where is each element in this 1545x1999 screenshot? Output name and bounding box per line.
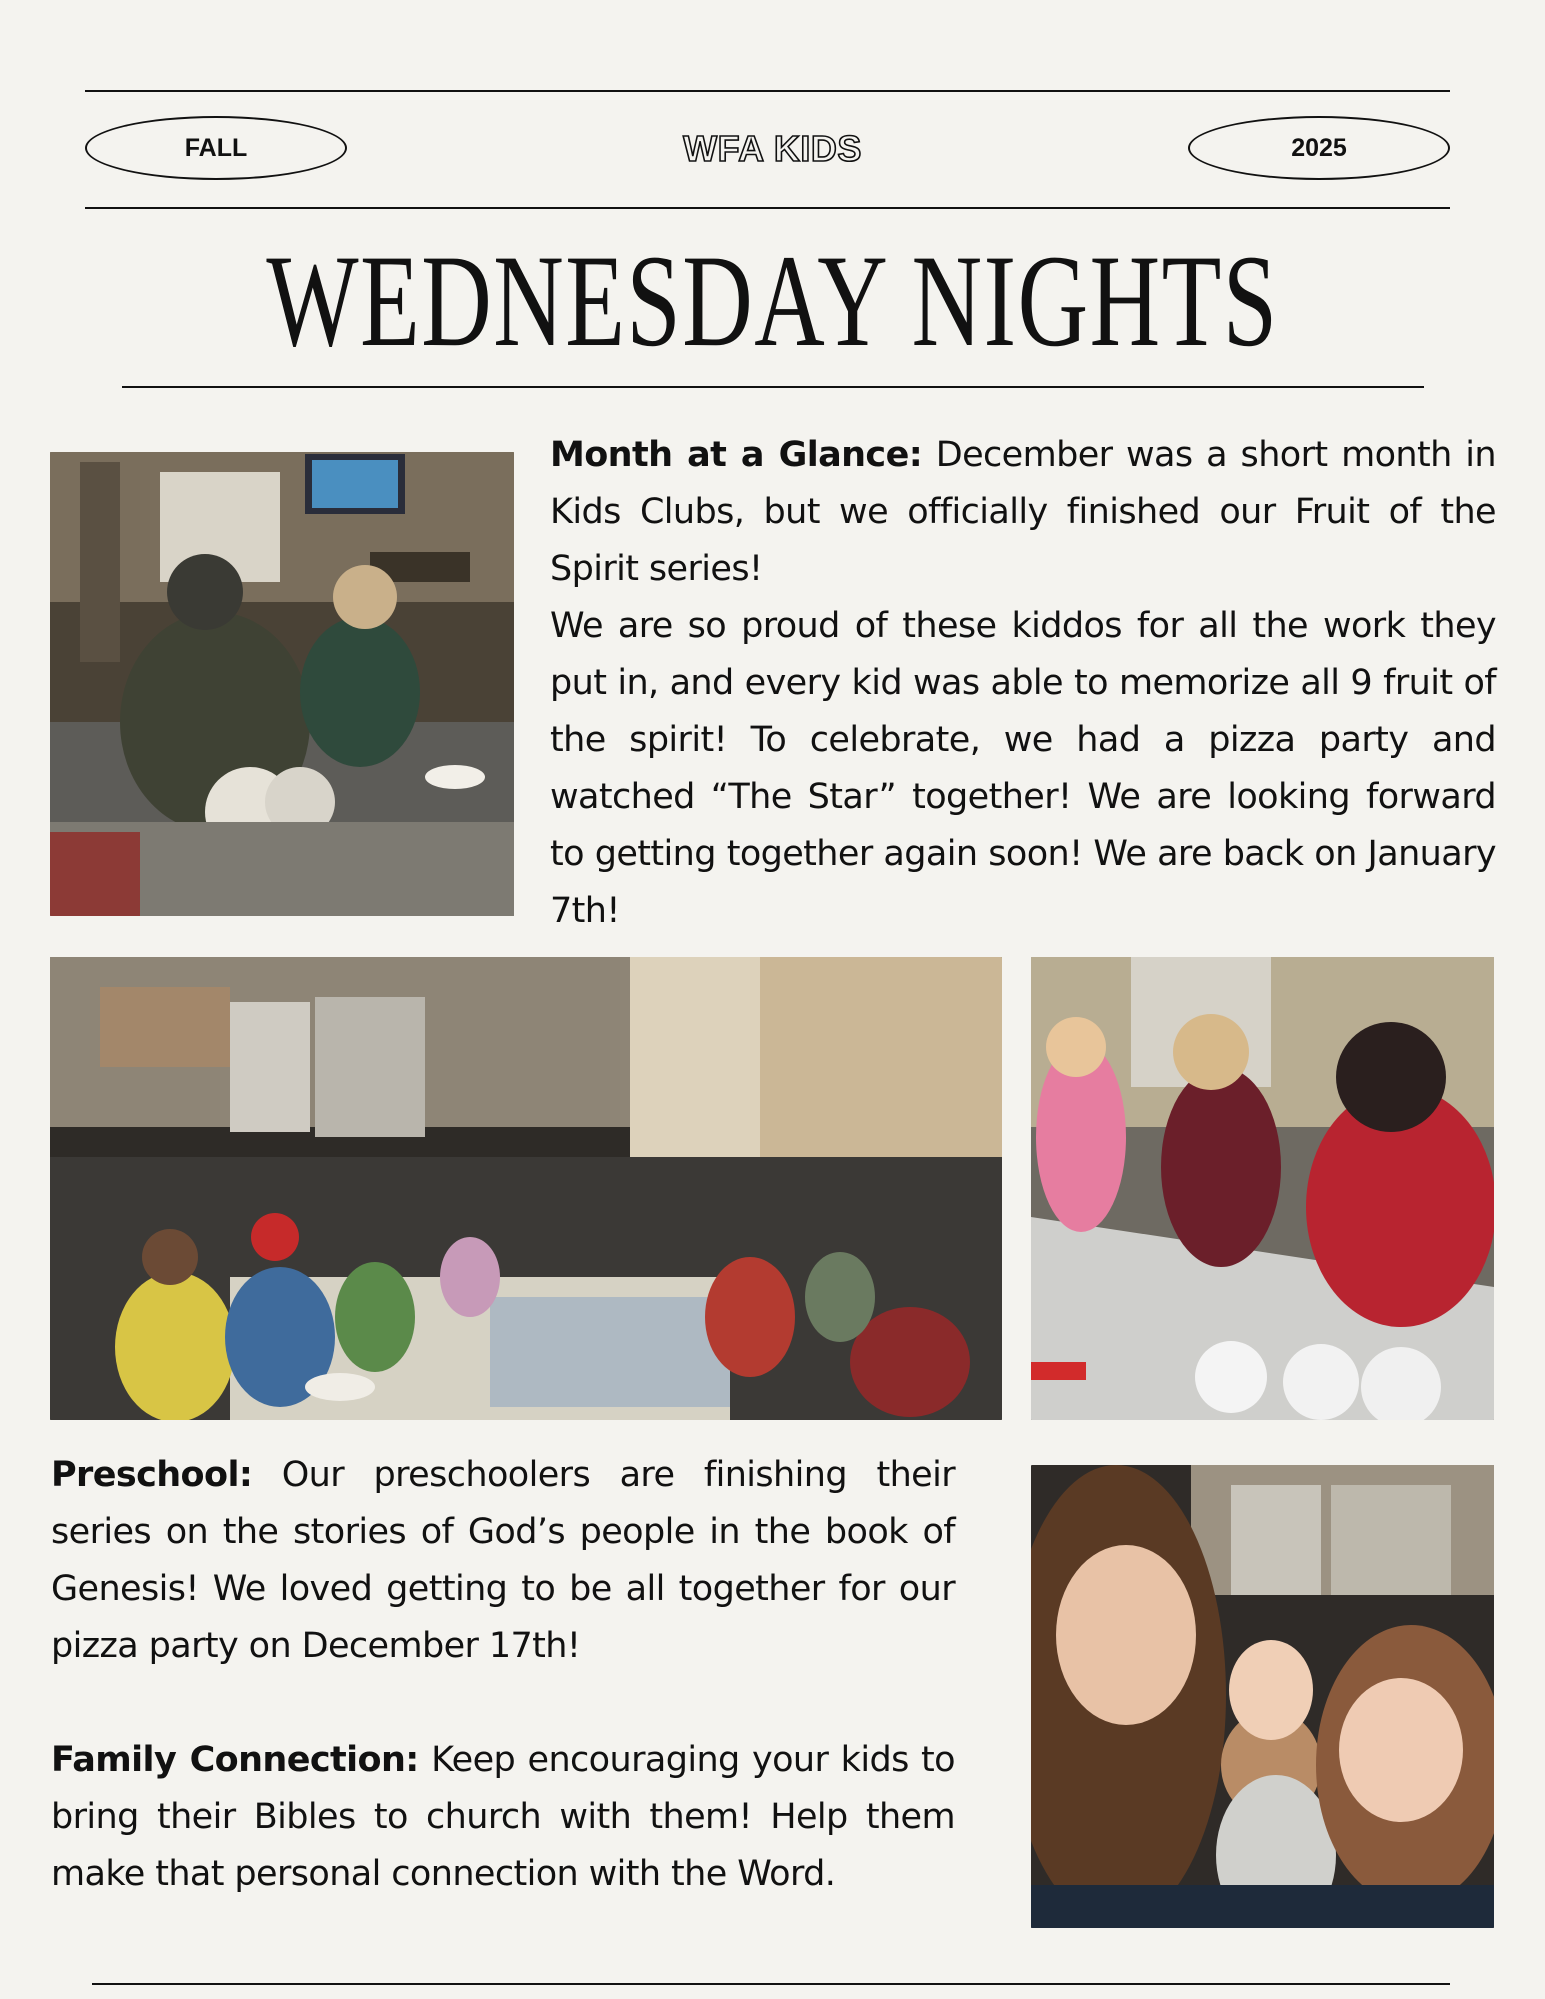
glance-intro bbox=[550, 427, 1496, 598]
kids-watching-movie-image bbox=[50, 452, 514, 916]
preschool-paragraph bbox=[51, 1447, 955, 1675]
bottom-rule bbox=[92, 1983, 1450, 1985]
glance-intro-text: December was a short month in Kids Clubs, but we officially finished our Fruit of the Spirit series! bbox=[550, 435, 1497, 589]
leader-selfie-image bbox=[1031, 1465, 1494, 1928]
glance-body: We are so proud of these kiddos for all the work they put in, and every kid was able to memorize all 9 fruit of the spirit! To celebrate, we had a pizza party and watched “The Star” together! We are looking forward to getting together again soon! We are back on January 7th! bbox=[550, 606, 1496, 931]
leader-selfie-photo bbox=[1031, 1465, 1494, 1928]
preschool-text: Our preschoolers are finishing their series on the stories of God’s people in the book of Genesis! We loved getting to be all together for our pizza party on December 17th! bbox=[51, 1455, 955, 1666]
lower-text-section bbox=[51, 1447, 955, 1903]
glance-label: Month at a Glance: bbox=[550, 435, 923, 475]
preschool-label: Preschool: bbox=[51, 1455, 253, 1495]
pajama-pizza-party-image bbox=[50, 957, 1002, 1420]
kids-watching-movie-photo bbox=[50, 452, 514, 916]
pajama-pizza-party-photo bbox=[50, 957, 1002, 1420]
year-badge bbox=[1188, 116, 1450, 180]
snowflake-craft-image bbox=[1031, 957, 1494, 1420]
family-connection-paragraph bbox=[51, 1732, 955, 1903]
paragraph-spacer bbox=[51, 1675, 955, 1732]
snowflake-craft-photo bbox=[1031, 957, 1494, 1420]
year-label: 2025 bbox=[1291, 133, 1347, 162]
family-connection-text: Keep encouraging your kids to bring their Bibles to church with them! Help them make that personal connection with the Word. bbox=[51, 1740, 955, 1894]
top-rule bbox=[85, 90, 1450, 92]
page-title: WEDNESDAY NIGHTS bbox=[266, 227, 1279, 374]
family-connection-label: Family Connection: bbox=[51, 1740, 419, 1780]
month-at-a-glance-section bbox=[550, 427, 1496, 940]
headline-rule bbox=[122, 386, 1424, 388]
masthead-bottom-rule bbox=[85, 207, 1450, 209]
season-label: FALL bbox=[184, 133, 248, 162]
brand-title: WFA KIDS bbox=[683, 128, 862, 169]
